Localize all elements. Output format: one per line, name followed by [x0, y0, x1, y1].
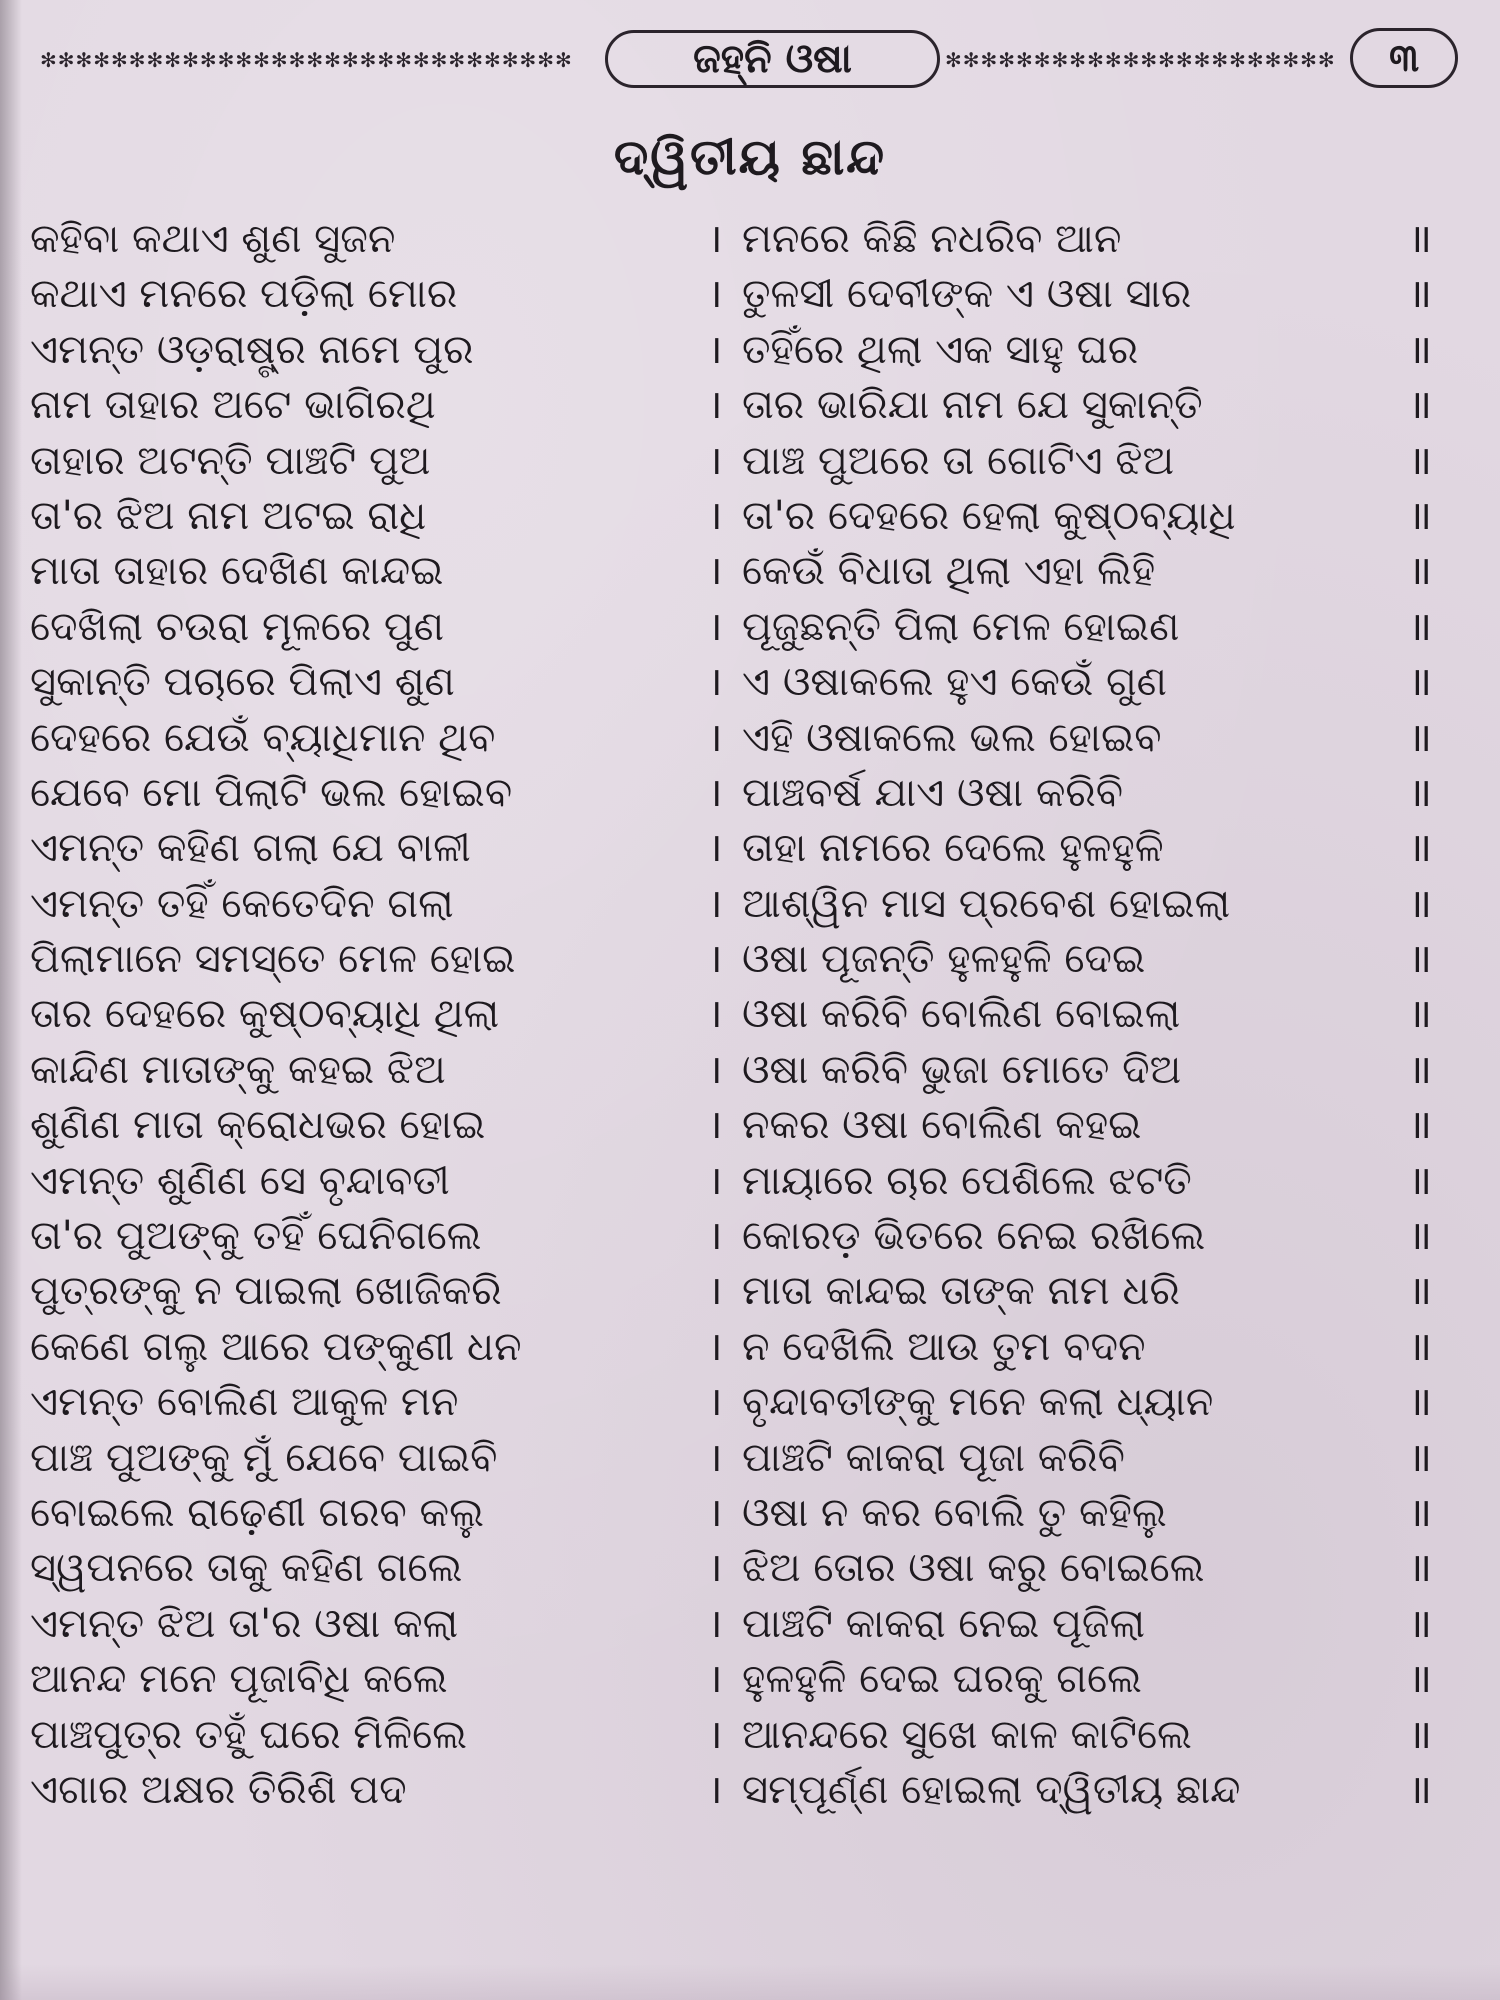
running-header [40, 28, 1460, 94]
verse-end-mark: ॥ [1408, 382, 1432, 429]
verse-list [30, 212, 1470, 1818]
verse-first-half: ଦେଖିଲା ଚଉରା ମୂଳରେ ପୁଣ [30, 603, 445, 650]
verse-end-mark: ॥ [1408, 1157, 1432, 1204]
verse-end-mark: ॥ [1408, 769, 1432, 816]
verse-second-half: ତାର ଭାରିଯା ନାମ ଯେ ସୁକାନ୍ତି [742, 382, 1203, 429]
verse-separator: । [707, 548, 723, 595]
verse-separator: । [707, 1157, 723, 1204]
verse-second-half: ବୃନ୍ଦାବତୀଙ୍କୁ ମନେ କଲା ଧ୍ୟାନ [742, 1379, 1214, 1426]
verse-line [30, 1708, 1470, 1763]
verse-line [30, 1043, 1470, 1098]
verse-first-half: ତା'ର ଝିଅ ନାମ ଅଟଇ ରାଧି [30, 492, 427, 539]
ornament-left: ✻✻✻✻✻✻✻✻✻✻✻✻✻✻✻✻✻✻✻✻✻✻✻✻✻✻✻✻✻✻ [40, 50, 573, 70]
verse-end-mark: ॥ [1408, 1545, 1432, 1592]
verse-first-half: ସ୍ୱପନରେ ତାକୁ କହିଣ ଗଲେ [30, 1545, 463, 1592]
verse-second-half: ଆନନ୍ଦରେ ସୁଖେ କାଳ କାଟିଲେ [742, 1711, 1192, 1758]
verse-separator: । [707, 1213, 723, 1260]
verse-line [30, 1652, 1470, 1707]
verse-end-mark: ॥ [1408, 991, 1432, 1038]
verse-line [30, 544, 1470, 599]
verse-first-half: ଏମନ୍ତ ଶୁଣିଣ ସେ ବୃନ୍ଦାବତୀ [30, 1157, 450, 1204]
verse-second-half: କେଉଁ ବିଧାତା ଥିଲା ଏହା ଲିହି [742, 548, 1156, 595]
verse-separator: । [707, 326, 723, 373]
verse-first-half: କାନ୍ଦିଣ ମାତାଙ୍କୁ କହଇ ଝିଅ [30, 1046, 446, 1093]
verse-line [30, 489, 1470, 544]
verse-end-mark: ॥ [1408, 1766, 1432, 1813]
verse-end-mark: ॥ [1408, 326, 1432, 373]
verse-second-half: ମାତା କାନ୍ଦଇ ତାଙ୍କ ନାମ ଧରି [742, 1268, 1180, 1315]
verse-second-half: ଓଷା ନ କର ବୋଲି ତୁ କହିଲୁ [742, 1489, 1167, 1536]
verse-first-half: ତାର ଦେହରେ କୁଷ୍ଠବ୍ୟାଧି ଥିଲା [30, 991, 500, 1038]
verse-first-half: ଯେବେ ମୋ ପିଲାଟି ଭଲ ହୋଇବ [30, 769, 513, 816]
verse-separator: । [707, 1489, 723, 1536]
verse-second-half: ତା'ର ଦେହରେ ହେଲା କୁଷ୍ଠବ୍ୟାଧି [742, 492, 1236, 539]
verse-separator: । [707, 1379, 723, 1426]
verse-line [30, 1320, 1470, 1375]
verse-first-half: ଏମନ୍ତ କହିଣ ଗଲା ଯେ ବାଳୀ [30, 825, 471, 872]
verse-end-mark: ॥ [1408, 1489, 1432, 1536]
verse-second-half: ଝିଅ ତୋର ଓଷା କରୁ ବୋଇଲେ [742, 1545, 1205, 1592]
verse-end-mark: ॥ [1408, 548, 1432, 595]
verse-line [30, 600, 1470, 655]
verse-first-half: ତା'ର ପୁଅଙ୍କୁ ତହିଁ ଘେନିଗଲେ [30, 1213, 482, 1260]
ornament-right: ✻✻✻✻✻✻✻✻✻✻✻✻✻✻✻✻✻✻✻✻✻✻ [945, 50, 1336, 70]
spine-shadow [0, 0, 22, 2000]
verse-second-half: ସମ୍ପୂର୍ଣ୍ଣ ହୋଇଲା ଦ୍ୱିତୀୟ ଛାନ୍ଦ [742, 1766, 1241, 1813]
verse-second-half: ପାଞ୍ଚଟି କାକରା ନେଇ ପୂଜିଲା [742, 1600, 1146, 1647]
verse-line [30, 1209, 1470, 1264]
verse-line [30, 1264, 1470, 1319]
verse-line [30, 1597, 1470, 1652]
verse-separator: । [707, 825, 723, 872]
verse-line [30, 766, 1470, 821]
verse-second-half: ମନରେ କିଛି ନଧରିବ ଆନ [742, 216, 1122, 262]
verse-end-mark: ॥ [1408, 603, 1432, 650]
verse-end-mark: ॥ [1408, 1268, 1432, 1315]
verse-second-half: ପାଞ୍ଚଟି କାକରା ପୂଜା କରିବି [742, 1434, 1125, 1481]
verse-separator: । [707, 936, 723, 983]
verse-separator: । [707, 1656, 723, 1703]
verse-second-half: ନକର ଓଷା ବୋଲିଣ କହଇ [742, 1102, 1142, 1149]
verse-line [30, 1486, 1470, 1541]
verse-first-half: ସୁକାନ୍ତି ପଚାରେ ପିଲାଏ ଶୁଣ [30, 659, 455, 706]
verse-first-half: ବୋଇଲେ ରାଢ଼େଣୀ ଗରବ କଲୁ [30, 1489, 484, 1536]
verse-separator: । [707, 1600, 723, 1647]
verse-end-mark: ॥ [1408, 936, 1432, 983]
verse-second-half: ଓଷା କରିବି ଭୁଜା ମୋତେ ଦିଅ [742, 1046, 1182, 1093]
verse-end-mark: ॥ [1408, 825, 1432, 872]
chapter-title: ଦ୍ୱିତୀୟ ଛାନ୍ଦ [613, 128, 887, 186]
verse-end-mark: ॥ [1408, 271, 1432, 318]
verse-line [30, 877, 1470, 932]
verse-separator: । [707, 1268, 723, 1315]
verse-separator: । [707, 492, 723, 539]
verse-line [30, 1375, 1470, 1430]
verse-end-mark: ॥ [1408, 1046, 1432, 1093]
verse-end-mark: ॥ [1408, 216, 1432, 262]
verse-second-half: ତୁଳସୀ ଦେବୀଙ୍କ ଏ ଓଷା ସାର [742, 271, 1192, 318]
verse-second-half: ପୂଜୁଛନ୍ତି ପିଲା ମେଳ ହୋଇଣ [742, 603, 1180, 650]
verse-second-half: ଓଷା ପୂଜନ୍ତି ହୁଳହୁଳି ଦେଇ [742, 936, 1146, 983]
verse-separator: । [707, 880, 723, 927]
verse-end-mark: ॥ [1408, 437, 1432, 484]
verse-line [30, 1098, 1470, 1153]
bottom-bleed [0, 1964, 1500, 2000]
verse-second-half: ହୁଳହୁଳି ଦେଇ ଘରକୁ ଗଲେ [742, 1656, 1142, 1703]
verse-second-half: ମାୟାରେ ଚାର ପେଶିଲେ ଝଟତି [742, 1157, 1192, 1204]
verse-first-half: ଏଗାର ଅକ୍ଷର ତିରିଶି ପଦ [30, 1766, 407, 1813]
verse-separator: । [707, 1046, 723, 1093]
verse-separator: । [707, 1102, 723, 1149]
verse-line [30, 267, 1470, 322]
verse-first-half: ଏମନ୍ତ ଝିଅ ତା'ର ଓଷା କଲା [30, 1600, 459, 1647]
verse-second-half: ନ ଦେଖିଲି ଆଉ ତୁମ ବଦନ [742, 1323, 1146, 1370]
verse-line [30, 323, 1470, 378]
verse-first-half: ପାଞ୍ଚ ପୁଅଙ୍କୁ ମୁଁ ଯେବେ ପାଇବି [30, 1434, 498, 1481]
running-title: ଜହ୍ନି ଓଷା [605, 30, 940, 88]
verse-line [30, 932, 1470, 987]
verse-end-mark: ॥ [1408, 1711, 1432, 1758]
verse-first-half: ମାତା ତାହାର ଦେଖିଣ କାନ୍ଦଇ [30, 548, 444, 595]
verse-separator: । [707, 1711, 723, 1758]
verse-separator: । [707, 659, 723, 706]
verse-first-half: ଏମନ୍ତ ବୋଲିଣ ଆକୁଳ ମନ [30, 1379, 459, 1426]
verse-separator: । [707, 1766, 723, 1813]
verse-separator: । [707, 1434, 723, 1481]
verse-end-mark: ॥ [1408, 492, 1432, 539]
verse-separator: । [707, 437, 723, 484]
verse-line [30, 655, 1470, 710]
verse-separator: । [707, 769, 723, 816]
verse-end-mark: ॥ [1408, 880, 1432, 927]
verse-line [30, 212, 1470, 267]
page-number: ୩ [1350, 28, 1458, 88]
verse-second-half: ଏହି ଓଷାକଲେ ଭଲ ହୋଇବ [742, 714, 1162, 761]
verse-second-half: ପାଞ୍ଚ ପୁଅରେ ତା ଗୋଟିଏ ଝିଅ [742, 437, 1175, 484]
verse-line [30, 711, 1470, 766]
verse-separator: । [707, 382, 723, 429]
verse-second-half: ଆଶ୍ୱିନ ମାସ ପ୍ରବେଶ ହୋଇଲା [742, 880, 1231, 927]
verse-line [30, 378, 1470, 433]
verse-second-half: ତହିଁରେ ଥିଲା ଏକ ସାହୁ ଘର [742, 326, 1139, 373]
verse-separator: । [707, 991, 723, 1038]
verse-second-half: ଓଷା କରିବି ବୋଲିଣ ବୋଇଲା [742, 991, 1181, 1038]
verse-first-half: ପାଞ୍ଚପୁତ୍ର ତହୁଁ ଘରେ ମିଳିଲେ [30, 1711, 467, 1758]
verse-first-half: ପୁତ୍ରଙ୍କୁ ନ ପାଇଲା ଖୋଜିକରି [30, 1268, 502, 1315]
verse-first-half: ତାହାର ଅଟନ୍ତି ପାଞ୍ଚଟି ପୁଅ [30, 437, 431, 484]
verse-first-half: ଆନନ୍ଦ ମନେ ପୂଜାବିଧି କଲେ [30, 1656, 448, 1703]
verse-end-mark: ॥ [1408, 1656, 1432, 1703]
verse-end-mark: ॥ [1408, 714, 1432, 761]
verse-end-mark: ॥ [1408, 1323, 1432, 1370]
verse-line [30, 434, 1470, 489]
verse-second-half: ତାହା ନାମରେ ଦେଲେ ହୁଳହୁଳି [742, 825, 1164, 872]
verse-separator: । [707, 603, 723, 650]
verse-line [30, 1541, 1470, 1596]
verse-separator: । [707, 271, 723, 318]
verse-first-half: ଦେହରେ ଯେଉଁ ବ୍ୟାଧିମାନ ଥିବ [30, 714, 496, 761]
verse-separator: । [707, 1545, 723, 1592]
verse-first-half: କେଣେ ଗଲୁ ଆରେ ପଙ୍କୁଣୀ ଧନ [30, 1323, 522, 1370]
verse-line [30, 1763, 1470, 1818]
verse-end-mark: ॥ [1408, 1213, 1432, 1260]
verse-end-mark: ॥ [1408, 1600, 1432, 1647]
verse-end-mark: ॥ [1408, 1102, 1432, 1149]
verse-end-mark: ॥ [1408, 1434, 1432, 1481]
verse-first-half: କହିବା କଥାଏ ଶୁଣ ସୁଜନ [30, 216, 396, 262]
verse-end-mark: ॥ [1408, 659, 1432, 706]
verse-first-half: ପିଲାମାନେ ସମସ୍ତେ ମେଳ ହୋଇ [30, 936, 516, 983]
verse-separator: । [707, 1323, 723, 1370]
verse-first-half: ନାମ ତାହାର ଅଟେ ଭାଗିରଥି [30, 382, 436, 429]
verse-separator: । [707, 714, 723, 761]
verse-line [30, 821, 1470, 876]
verse-second-half: ପାଞ୍ଚବର୍ଷ ଯାଏ ଓଷା କରିବି [742, 769, 1124, 816]
verse-line [30, 1431, 1470, 1486]
verse-end-mark: ॥ [1408, 1379, 1432, 1426]
verse-first-half: ଶୁଣିଣ ମାତା କ୍ରୋଧଭର ହୋଇ [30, 1102, 486, 1149]
verse-first-half: ଏମନ୍ତ ଓଡ଼ରାଷ୍ଟ୍ର ନାମେ ପୁର [30, 326, 474, 373]
verse-line [30, 1154, 1470, 1209]
verse-second-half: କୋରଡ଼ ଭିତରେ ନେଇ ରଖିଲେ [742, 1213, 1206, 1260]
verse-line [30, 987, 1470, 1042]
verse-first-half: ଏମନ୍ତ ତହିଁ କେତେଦିନ ଗଲା [30, 880, 454, 927]
verse-separator: । [707, 216, 723, 262]
verse-second-half: ଏ ଓଷାକଲେ ହୁଏ କେଉଁ ଗୁଣ [742, 659, 1167, 706]
verse-first-half: କଥାଏ ମନରେ ପଡ଼ିଲା ମୋର [30, 271, 458, 318]
